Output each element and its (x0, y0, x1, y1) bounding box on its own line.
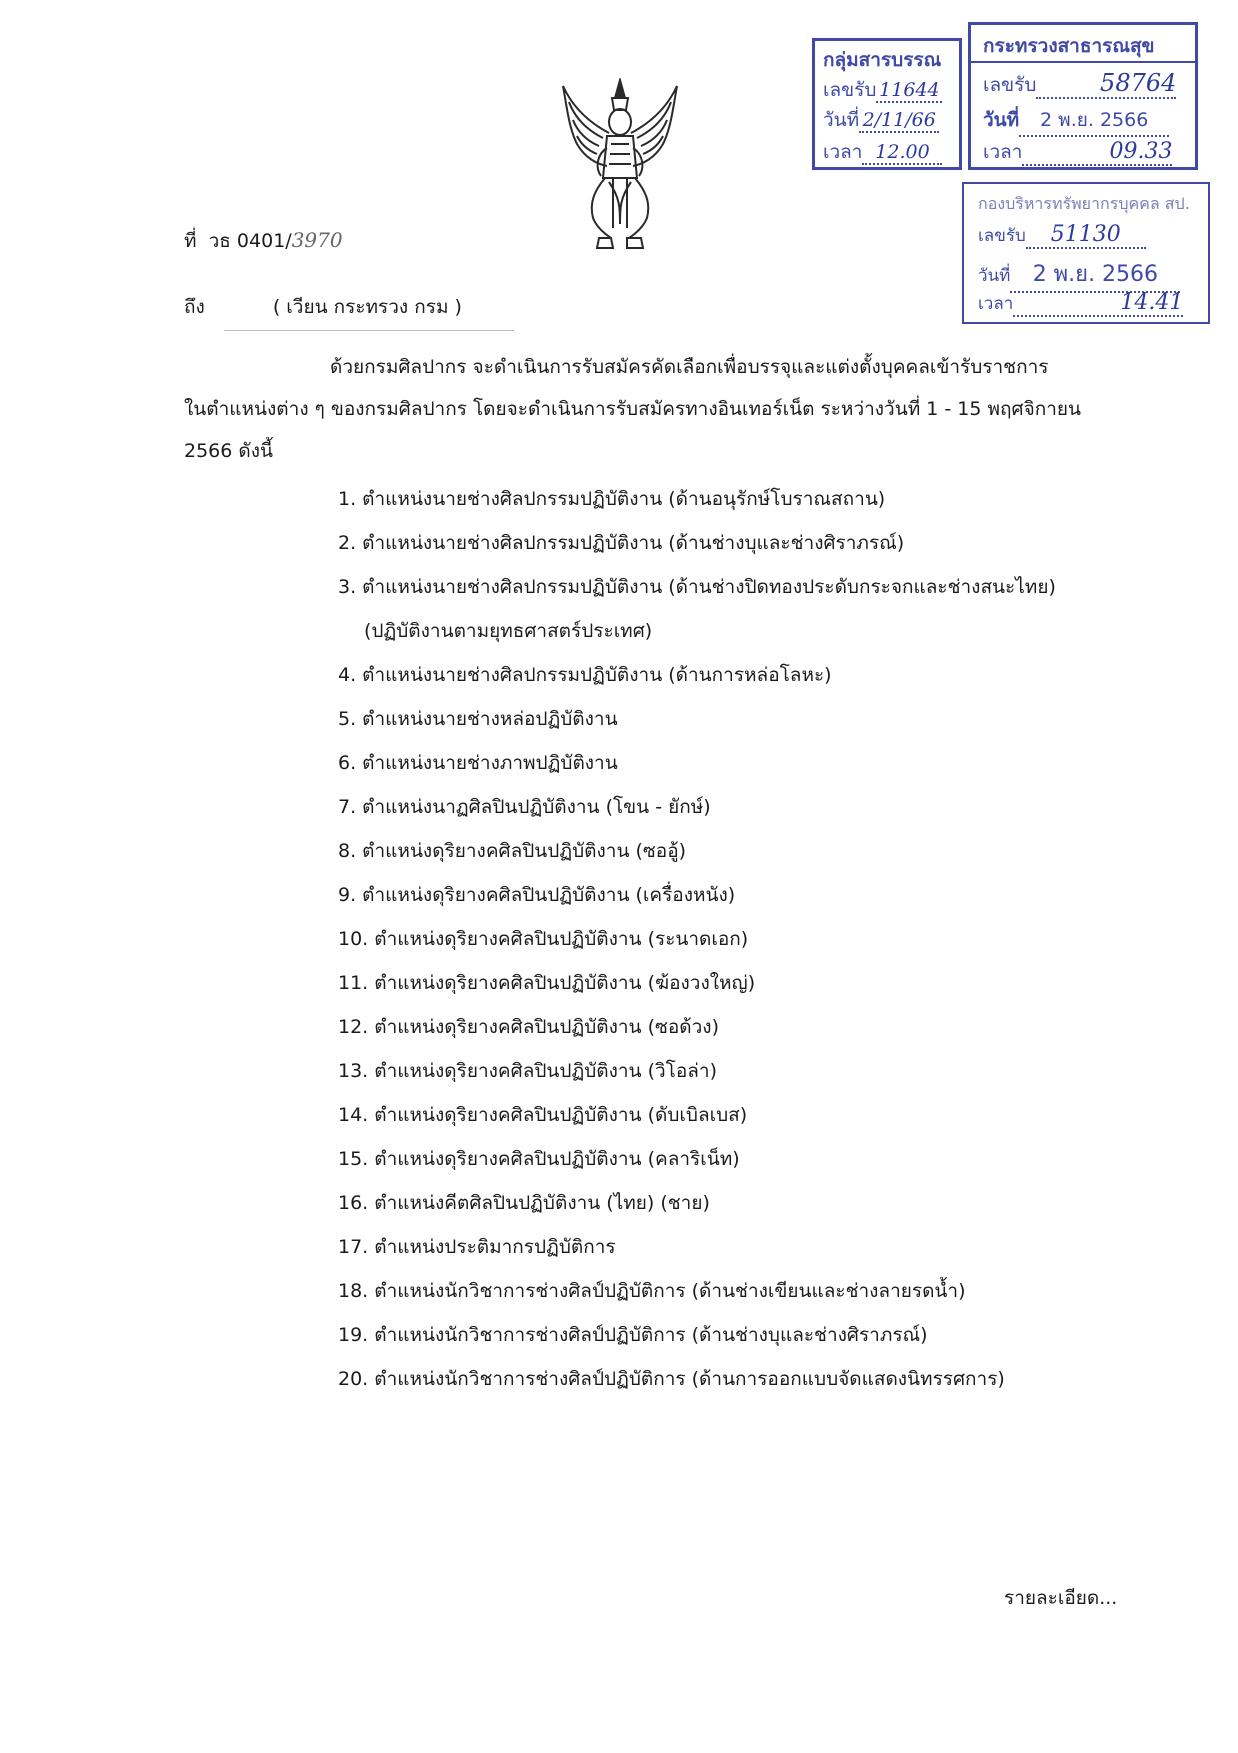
records-receipt-stamp (812, 38, 962, 170)
stamp-date-label: วันที่ (823, 109, 860, 131)
addressee-label: ถึง (184, 296, 205, 318)
stamp-date: 2 พ.ย. 2566 (1010, 256, 1180, 293)
list-item: 14. ตำแหน่งดุริยางคศิลปินปฏิบัติงาน (ดับเบิลเบส) (338, 1104, 748, 1126)
stamp-title: กองบริหารทรัพยากรบุคคล สป. (978, 194, 1190, 213)
list-item: 10. ตำแหน่งดุริยางคศิลปินปฏิบัติงาน (ระนาดเอก) (338, 928, 749, 950)
list-item: 5. ตำแหน่งนายช่างหล่อปฏิบัติงาน (338, 708, 618, 730)
stamp-title: กระทรวงสาธารณสุข (983, 35, 1155, 57)
reference-prefix: วธ 0401/ (208, 230, 292, 252)
list-item: 4. ตำแหน่งนายช่างศิลปกรรมปฏิบัติงาน (ด้านการหล่อโลหะ) (338, 664, 832, 686)
stamp-number: 58764 (1036, 69, 1176, 99)
document-reference (184, 226, 343, 256)
stamp-title: กลุ่มสารบรรณ (823, 49, 942, 71)
ministry-receipt-stamp (968, 22, 1198, 170)
reference-number: 3970 (291, 228, 343, 252)
list-item: 7. ตำแหน่งนาฏศิลปินปฏิบัติงาน (โขน - ยักษ์) (338, 796, 711, 818)
stamp-date: 2/11/66 (859, 109, 939, 133)
list-item: 15. ตำแหน่งดุริยางคศิลปินปฏิบัติงาน (คลาริเน็ท) (338, 1148, 740, 1170)
stamp-date-label: วันที่ (983, 109, 1020, 131)
stamp-number-label: เลขรับ (983, 74, 1037, 96)
list-item: 3. ตำแหน่งนายช่างศิลปกรรมปฏิบัติงาน (ด้านช่างปิดทองประดับกระจกและช่างสนะไทย) (338, 576, 1056, 598)
intro-paragraph (184, 346, 1129, 472)
stamp-time-label: เวลา (978, 294, 1014, 314)
stamp-time: 09.33 (1022, 139, 1172, 166)
addressee-line (184, 292, 462, 322)
list-item: 20. ตำแหน่งนักวิชาการช่างศิลป์ปฏิบัติการ (ด้านการออกแบบจัดแสดงนิทรรศการ) (338, 1368, 1005, 1390)
continuation-text: รายละเอียด... (1004, 1587, 1118, 1609)
list-item: 19. ตำแหน่งนักวิชาการช่างศิลป์ปฏิบัติการ (ด้านช่างบุและช่างศิราภรณ์) (338, 1324, 928, 1346)
list-item: 13. ตำแหน่งดุริยางคศิลปินปฏิบัติงาน (วิโอล่า) (338, 1060, 717, 1082)
list-item: 12. ตำแหน่งดุริยางคศิลปินปฏิบัติงาน (ซอด้วง) (338, 1016, 719, 1038)
list-item: 1. ตำแหน่งนายช่างศิลปกรรมปฏิบัติงาน (ด้านอนุรักษ์โบราณสถาน) (338, 488, 886, 510)
stamp-number-label: เลขรับ (823, 79, 877, 101)
intro-line: 2566 ดังนี้ (184, 440, 273, 462)
intro-line: ในตำแหน่งต่าง ๆ ของกรมศิลปากร โดยจะดำเนินการรับสมัครทางอินเทอร์เน็ต ระหว่างวันที่ 1 - 15 พฤศจิกายน (184, 398, 1082, 420)
stamp-date: 2 พ.ย. 2566 (1019, 105, 1169, 137)
list-item: 17. ตำแหน่งประติมากรปฏิบัติการ (338, 1236, 616, 1258)
list-item: 18. ตำแหน่งนักวิชาการช่างศิลป์ปฏิบัติการ (ด้านช่างเขียนและช่างลายรดน้ำ) (338, 1280, 966, 1302)
stamp-number: 11644 (876, 79, 942, 103)
list-item: 9. ตำแหน่งดุริยางคศิลปินปฏิบัติงาน (เครื่องหนัง) (338, 884, 736, 906)
stamp-time: 12.00 (862, 141, 942, 165)
list-item: 8. ตำแหน่งดุริยางคศิลปินปฏิบัติงาน (ซออู้) (338, 840, 687, 862)
list-item: 2. ตำแหน่งนายช่างศิลปกรรมปฏิบัติงาน (ด้านช่างบุและช่างศิราภรณ์) (338, 532, 905, 554)
divider (224, 330, 514, 331)
hr-receipt-stamp (962, 182, 1210, 324)
stamp-number-label: เลขรับ (978, 226, 1026, 246)
garuda-emblem-icon (555, 78, 685, 250)
list-item: (ปฏิบัติงานตามยุทธศาสตร์ประเทศ) (364, 620, 653, 642)
stamp-number: 51130 (1026, 222, 1146, 249)
stamp-time-label: เวลา (823, 141, 863, 163)
addressee-value: ( เวียน กระทรวง กรม ) (272, 296, 462, 318)
list-item: 16. ตำแหน่งคีตศิลปินปฏิบัติงาน (ไทย) (ชาย) (338, 1192, 710, 1214)
stamp-time: 14.41 (1013, 290, 1183, 317)
intro-line: ด้วยกรมศิลปากร จะดำเนินการรับสมัครคัดเลือกเพื่อบรรจุและแต่งตั้งบุคคลเข้ารับราชการ (330, 356, 1049, 378)
stamp-date-label: วันที่ (978, 266, 1011, 286)
list-item: 11. ตำแหน่งดุริยางคศิลปินปฏิบัติงาน (ฆ้องวงใหญ่) (338, 972, 756, 994)
list-item: 6. ตำแหน่งนายช่างภาพปฏิบัติงาน (338, 752, 618, 774)
reference-label: ที่ (184, 230, 197, 252)
stamp-time-label: เวลา (983, 141, 1023, 163)
